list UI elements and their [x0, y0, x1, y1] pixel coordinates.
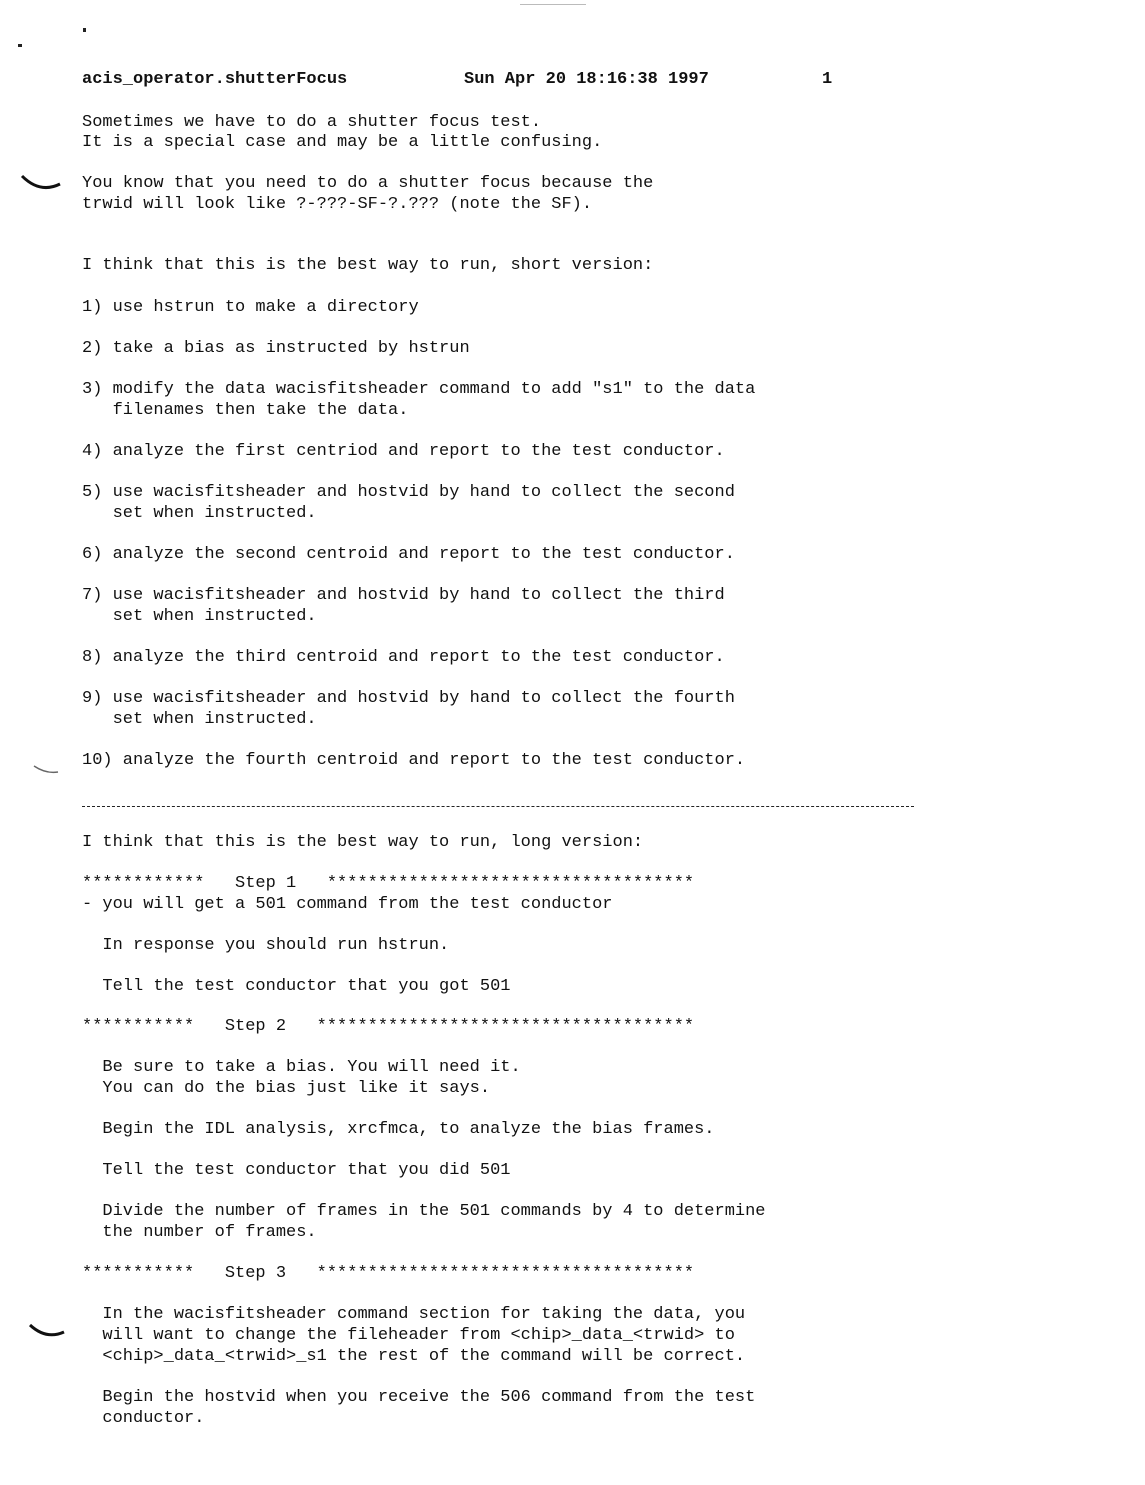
- text-line: It is a special case and may be a little confusing.: [82, 133, 603, 152]
- text-line: In response you should run hstrun.: [82, 936, 450, 955]
- header-filename: acis_operator.shutterFocus: [82, 70, 348, 89]
- scan-curve-mark: [20, 172, 64, 194]
- scan-speck: [83, 28, 86, 32]
- text-line: Begin the IDL analysis, xrcfmca, to analyze the bias frames.: [82, 1120, 715, 1139]
- list-item: 7) use wacisfitsheader and hostvid by hand to collect the third: [82, 586, 725, 605]
- step-heading: *********** Step 3 *************************************: [82, 1264, 695, 1283]
- text-line: conductor.: [82, 1409, 205, 1428]
- text-line: I think that this is the best way to run, long version:: [82, 833, 644, 852]
- section-divider: [82, 806, 914, 807]
- text-line: the number of frames.: [82, 1223, 317, 1242]
- scan-curve-mark: [32, 762, 62, 778]
- text-line: will want to change the fileheader from <chip>_data_<trwid> to: [82, 1326, 735, 1345]
- scan-curve-mark: [28, 1322, 68, 1340]
- text-line: You know that you need to do a shutter focus because the: [82, 174, 654, 193]
- list-item: set when instructed.: [82, 504, 317, 523]
- list-item: 5) use wacisfitsheader and hostvid by hand to collect the second: [82, 483, 735, 502]
- scan-speck: [18, 44, 22, 47]
- list-item: 3) modify the data wacisfitsheader command to add "s1" to the data: [82, 380, 756, 399]
- list-item: filenames then take the data.: [82, 401, 409, 420]
- text-line: - you will get a 501 command from the test conductor: [82, 895, 613, 914]
- list-item: 1) use hstrun to make a directory: [82, 298, 419, 317]
- text-line: In the wacisfitsheader command section for taking the data, you: [82, 1305, 746, 1324]
- text-line: trwid will look like ?-???-SF-?.??? (note the SF).: [82, 195, 593, 214]
- header-page-number: 1: [822, 70, 833, 89]
- text-line: Tell the test conductor that you got 501: [82, 977, 511, 996]
- list-item: 8) analyze the third centroid and report to the test conductor.: [82, 648, 725, 667]
- text-line: Divide the number of frames in the 501 commands by 4 to determine: [82, 1202, 766, 1221]
- list-item: 6) analyze the second centroid and report to the test conductor.: [82, 545, 735, 564]
- list-item: 2) take a bias as instructed by hstrun: [82, 339, 470, 358]
- list-item: 10) analyze the fourth centroid and report to the test conductor.: [82, 751, 746, 770]
- scan-speck: [520, 4, 586, 5]
- step-heading: *********** Step 2 *************************************: [82, 1017, 695, 1036]
- text-line: You can do the bias just like it says.: [82, 1079, 491, 1098]
- page-header: [82, 70, 842, 94]
- list-item: 4) analyze the first centriod and report to the test conductor.: [82, 442, 725, 461]
- text-line: Be sure to take a bias. You will need it.: [82, 1058, 521, 1077]
- text-line: Begin the hostvid when you receive the 506 command from the test: [82, 1388, 756, 1407]
- list-item: set when instructed.: [82, 710, 317, 729]
- text-line: Sometimes we have to do a shutter focus test.: [82, 113, 542, 132]
- text-line: <chip>_data_<trwid>_s1 the rest of the command will be correct.: [82, 1347, 746, 1366]
- list-item: set when instructed.: [82, 607, 317, 626]
- text-line: Tell the test conductor that you did 501: [82, 1161, 511, 1180]
- header-date: Sun Apr 20 18:16:38 1997: [464, 70, 709, 89]
- step-heading: ************ Step 1 ************************************: [82, 874, 695, 893]
- list-item: 9) use wacisfitsheader and hostvid by hand to collect the fourth: [82, 689, 735, 708]
- text-line: I think that this is the best way to run, short version:: [82, 256, 654, 275]
